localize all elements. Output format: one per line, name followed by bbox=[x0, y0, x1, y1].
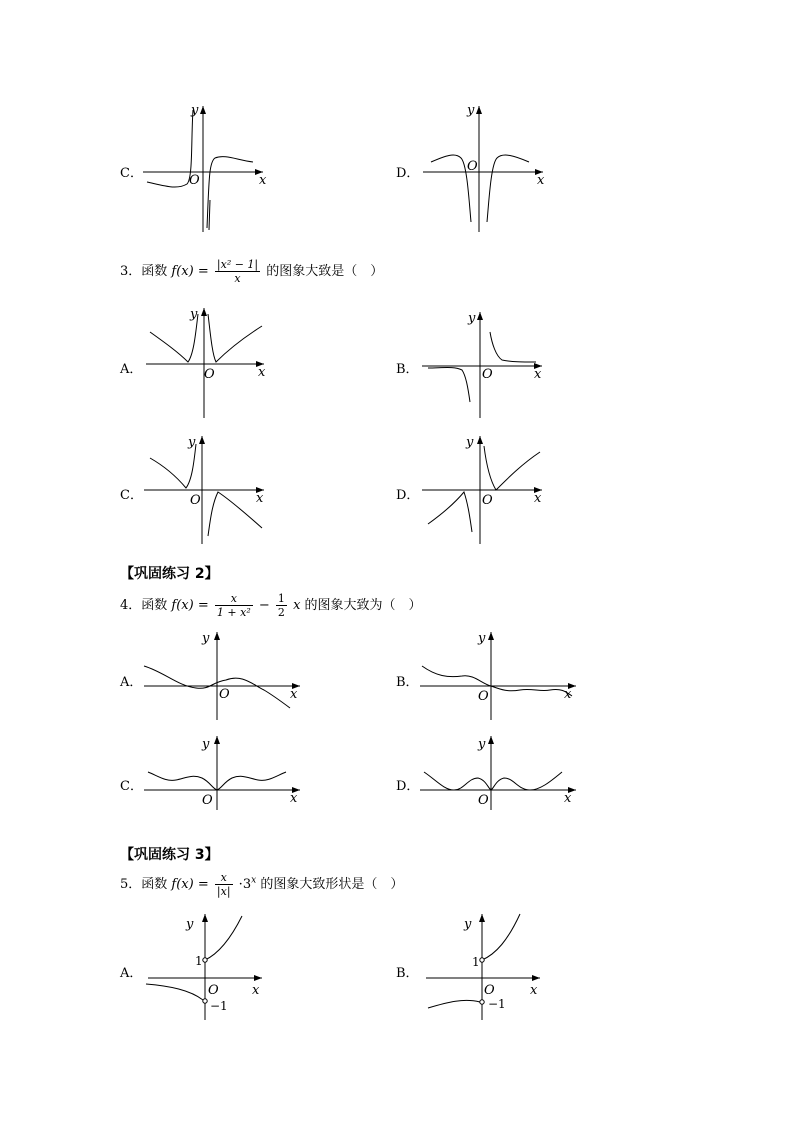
q4-denominator-2: 2 bbox=[277, 606, 285, 619]
q3-graph-b bbox=[418, 306, 558, 426]
section-title-practice-2: 【巩固练习 2】 bbox=[120, 566, 219, 582]
q2c-origin-label: O bbox=[189, 173, 200, 188]
q5b-x-label: x bbox=[530, 983, 538, 998]
q4-fraction-2 bbox=[276, 592, 287, 619]
q5-option-b-label: B． bbox=[396, 966, 419, 981]
q4c-y-label: y bbox=[202, 737, 210, 752]
q4b-x-label: x bbox=[564, 687, 572, 702]
q4d-x-label: x bbox=[564, 791, 572, 806]
section-title-practice-3: 【巩固练习 3】 bbox=[120, 847, 219, 863]
q2d-origin-label: O bbox=[467, 159, 478, 174]
q4-numerator-1: x bbox=[215, 592, 253, 606]
q5-eq: = bbox=[197, 877, 209, 892]
q3d-origin-label: O bbox=[482, 493, 493, 508]
q5-tail: 的图象大致形状是（ ） bbox=[260, 877, 404, 892]
q5-fraction bbox=[215, 871, 233, 898]
question-4-stem bbox=[120, 592, 422, 619]
q4-option-b-label: B． bbox=[396, 675, 419, 690]
q5-exponent: x bbox=[251, 875, 257, 886]
q5a-tick-1: 1 bbox=[195, 954, 203, 968]
q3c-y-label: y bbox=[188, 435, 196, 450]
q3-fraction bbox=[215, 258, 260, 285]
q2-graph-d bbox=[415, 100, 555, 240]
q4a-x-label: x bbox=[290, 687, 298, 702]
q3-graph-c bbox=[140, 432, 280, 552]
q4-numerator-2: 1 bbox=[277, 592, 285, 605]
q3a-origin-label: O bbox=[204, 367, 215, 382]
q2c-y-label: y bbox=[191, 103, 199, 118]
q3-numerator: |x² − 1| bbox=[216, 258, 259, 271]
q4-fx: f(x) bbox=[171, 598, 194, 613]
q4a-origin-label: O bbox=[219, 687, 230, 702]
q4-option-d-label: D． bbox=[396, 779, 420, 794]
q2d-x-label: x bbox=[537, 173, 545, 188]
q4-fraction-1 bbox=[215, 592, 253, 619]
q4c-origin-label: O bbox=[202, 793, 213, 808]
q5-fx: f(x) bbox=[171, 877, 194, 892]
q3-graph-d bbox=[418, 432, 558, 552]
q4-option-a-label: A． bbox=[120, 675, 143, 690]
q2d-y-label: y bbox=[467, 103, 475, 118]
q5b-y-label: y bbox=[464, 917, 472, 932]
q3-fx: f(x) bbox=[171, 264, 194, 279]
q4-graph-d bbox=[416, 732, 586, 812]
question-5-stem bbox=[120, 871, 403, 898]
q5b-tick-neg1: −1 bbox=[488, 997, 506, 1011]
q3-eq: = bbox=[197, 264, 209, 279]
q2-option-d-label: D． bbox=[396, 166, 420, 181]
q3-option-c-label: C． bbox=[120, 488, 143, 503]
q2c-x-label: x bbox=[259, 173, 267, 188]
q3b-y-label: y bbox=[468, 311, 476, 326]
q4d-origin-label: O bbox=[478, 793, 489, 808]
q3d-y-label: y bbox=[466, 435, 474, 450]
q5b-origin-label: O bbox=[484, 983, 495, 998]
q5-number: 5．函数 bbox=[120, 877, 168, 892]
q3-option-a-label: A． bbox=[120, 362, 143, 377]
q5-numerator: x bbox=[215, 871, 233, 885]
q3b-origin-label: O bbox=[482, 367, 493, 382]
q3d-x-label: x bbox=[534, 491, 542, 506]
q3a-x-label: x bbox=[258, 365, 266, 380]
q3-tail: 的图象大致是（ ） bbox=[266, 264, 384, 279]
q3b-x-label: x bbox=[534, 367, 542, 382]
q5-option-a-label: A． bbox=[120, 966, 143, 981]
q3-number: 3．函数 bbox=[120, 264, 168, 279]
q5a-y-label: y bbox=[186, 917, 194, 932]
q4b-y-label: y bbox=[478, 631, 486, 646]
q5-power-base: 3 bbox=[242, 877, 252, 892]
q4-xvar: x bbox=[293, 598, 301, 613]
q4-eq: = bbox=[197, 598, 209, 613]
question-3-stem bbox=[120, 258, 383, 285]
q5a-origin-label: O bbox=[208, 983, 219, 998]
q4-option-c-label: C． bbox=[120, 779, 143, 794]
q3-denominator: x bbox=[234, 272, 241, 285]
q5a-tick-neg1: −1 bbox=[210, 999, 228, 1013]
q3-option-d-label: D． bbox=[396, 488, 420, 503]
q3a-y-label: y bbox=[190, 307, 198, 322]
q3-graph-a bbox=[140, 300, 280, 425]
q4-number: 4．函数 bbox=[120, 598, 168, 613]
q5a-x-label: x bbox=[252, 983, 260, 998]
q5-denominator: |x| bbox=[216, 885, 231, 898]
q3-option-b-label: B． bbox=[396, 362, 419, 377]
q4b-origin-label: O bbox=[478, 689, 489, 704]
q5-graph-b bbox=[418, 910, 558, 1025]
q4a-y-label: y bbox=[202, 631, 210, 646]
q4-graph-c bbox=[140, 732, 310, 812]
q3c-origin-label: O bbox=[190, 493, 201, 508]
q5b-tick-1: 1 bbox=[472, 955, 480, 969]
q4-graph-b bbox=[416, 628, 586, 723]
q4c-x-label: x bbox=[290, 791, 298, 806]
q4-tail: 的图象大致为（ ） bbox=[304, 598, 422, 613]
q5-dot: · bbox=[238, 877, 243, 892]
q4-graph-a bbox=[140, 628, 310, 723]
q2-option-c-label: C． bbox=[120, 166, 143, 181]
q4d-y-label: y bbox=[478, 737, 486, 752]
q4-minus: − bbox=[258, 598, 270, 613]
q4-denominator-1: 1 + x² bbox=[216, 606, 251, 619]
q2-graph-c bbox=[135, 100, 275, 240]
q3c-x-label: x bbox=[256, 491, 264, 506]
q5-graph-a bbox=[140, 910, 280, 1025]
